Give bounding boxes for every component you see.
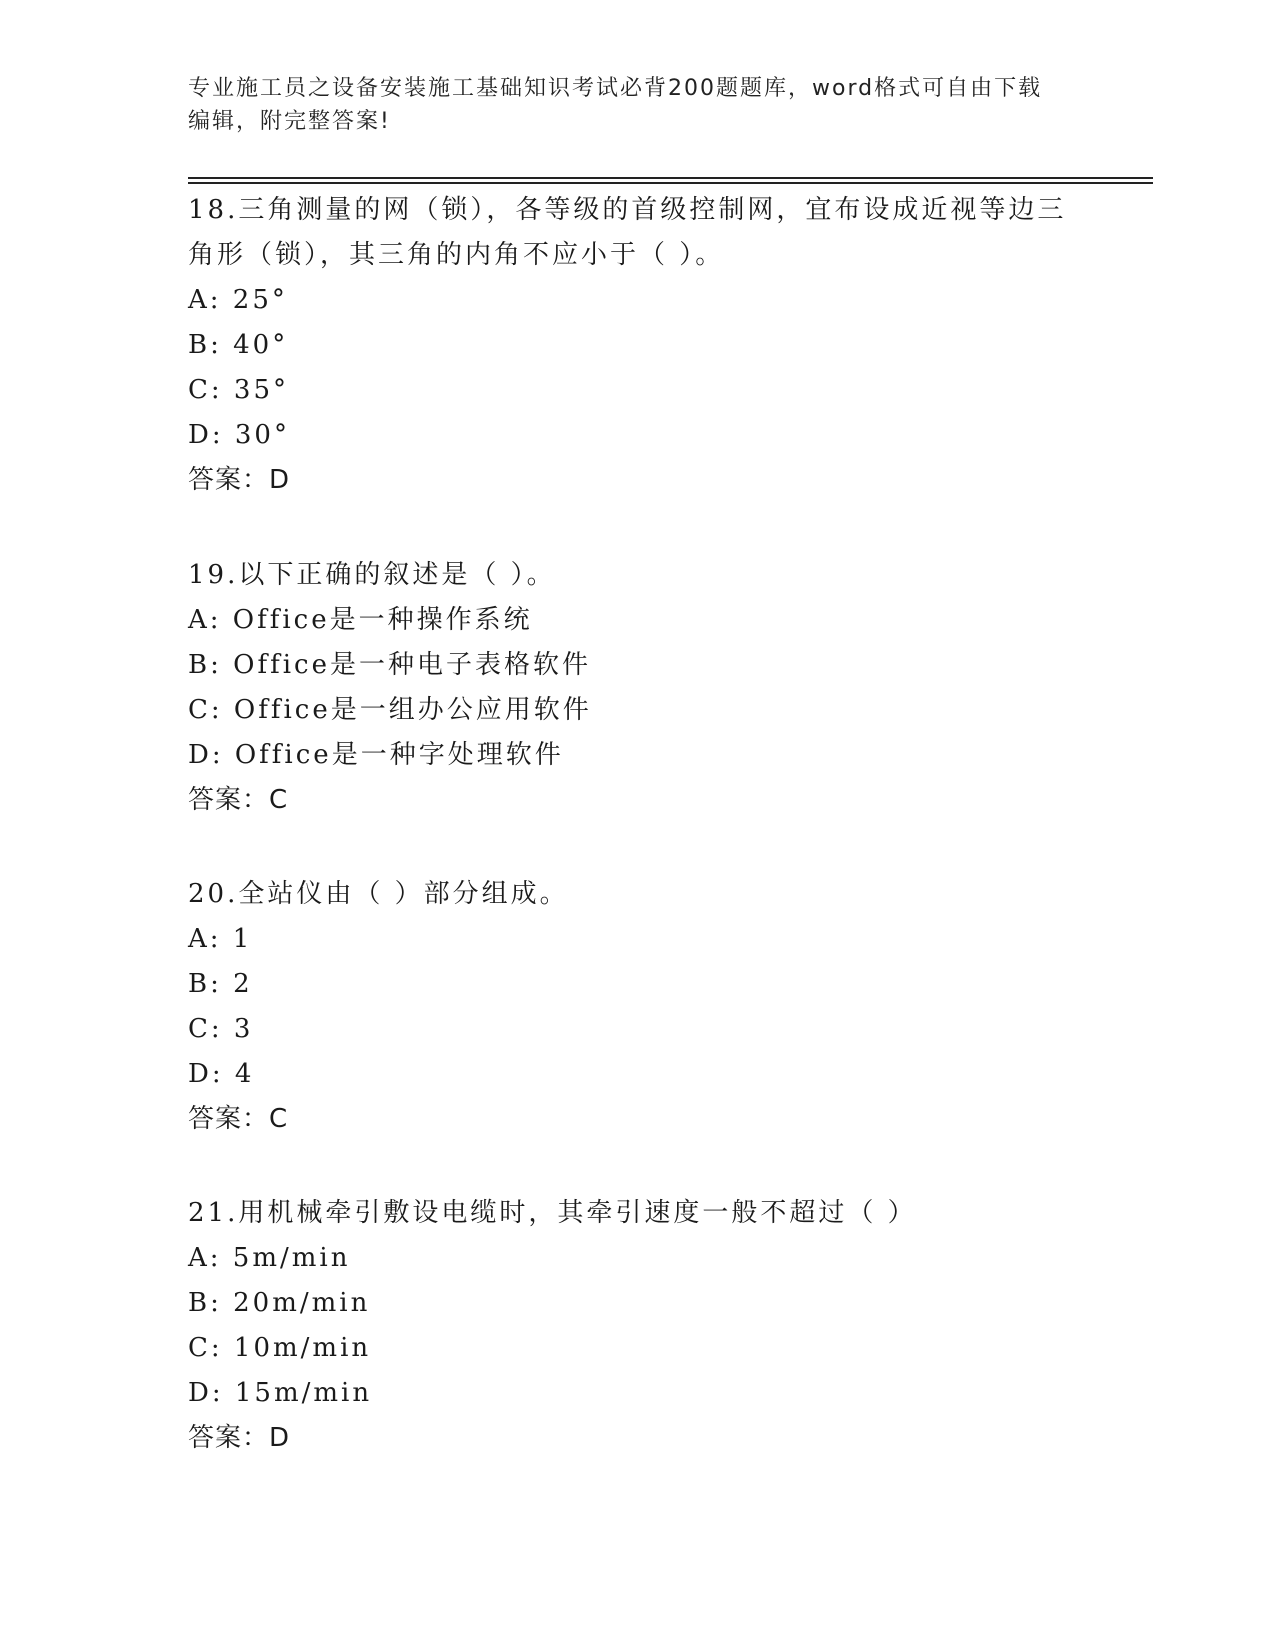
- option-c: C: Office是一组办公应用软件: [188, 695, 592, 725]
- header-line-2: 编辑，附完整答案!: [188, 109, 391, 134]
- header-divider-bottom: [188, 182, 1153, 184]
- answer: 答案：D: [188, 465, 291, 495]
- answer: 答案：C: [188, 785, 289, 815]
- document-header: [188, 72, 1088, 138]
- option-d: D: 30°: [188, 420, 290, 450]
- question-stem: 18.三角测量的网（锁），各等级的首级控制网，宜布设成近视等边三: [188, 195, 1067, 225]
- option-c: C: 3: [188, 1014, 254, 1044]
- option-a: A: 25°: [188, 285, 288, 315]
- question-stem: 19.以下正确的叙述是（ ）。: [188, 560, 556, 590]
- option-c: C: 10m/min: [188, 1333, 372, 1363]
- option-b: B: 40°: [188, 330, 289, 360]
- option-d: D: 15m/min: [188, 1378, 373, 1408]
- option-a: A: 5m/min: [188, 1243, 351, 1273]
- option-b: B: Office是一种电子表格软件: [188, 650, 591, 680]
- question-stem-continued: 角形（锁），其三角的内角不应小于（ ）。: [188, 240, 725, 270]
- option-a: A: Office是一种操作系统: [188, 605, 533, 635]
- answer: 答案：C: [188, 1104, 289, 1134]
- question-20: [188, 872, 1088, 1142]
- question-stem: 21.用机械牵引敷设电缆时，其牵引速度一般不超过（ ）: [188, 1198, 917, 1228]
- option-b: B: 20m/min: [188, 1288, 371, 1318]
- answer: 答案：D: [188, 1423, 291, 1453]
- option-b: B: 2: [188, 969, 253, 999]
- question-stem: 20.全站仪由（ ）部分组成。: [188, 879, 569, 909]
- option-a: A: 1: [188, 924, 253, 954]
- header-line-1: 专业施工员之设备安装施工基础知识考试必背200题题库，word格式可自由下载: [188, 76, 1043, 101]
- option-c: C: 35°: [188, 375, 290, 405]
- question-19: [188, 553, 1088, 823]
- header-divider-top: [188, 177, 1153, 179]
- question-21: [188, 1191, 1088, 1461]
- option-d: D: Office是一种字处理软件: [188, 740, 564, 770]
- option-d: D: 4: [188, 1059, 255, 1089]
- question-18: [188, 188, 1088, 503]
